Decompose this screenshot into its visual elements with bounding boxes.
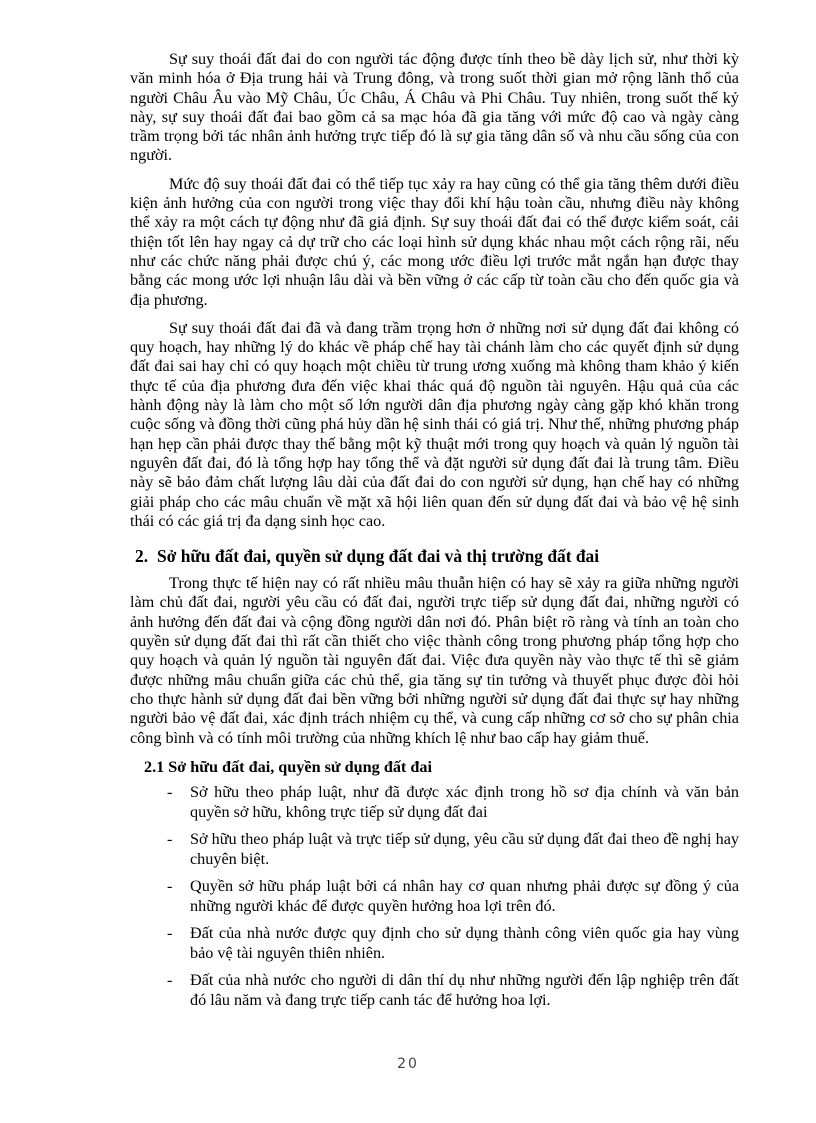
list-item	[130, 782, 739, 822]
bullet-marker: -	[167, 923, 173, 942]
list-item	[130, 829, 739, 869]
list-item-text: Sở hữu theo pháp luật và trực tiếp sử dụng, yêu cầu sử dụng đất đai theo đề nghị hay chuyên biệt.	[190, 829, 739, 868]
bullet-list	[130, 782, 739, 1010]
list-item-text: Đất của nhà nước được quy định cho sử dụng thành công viên quốc gia hay vùng bảo vệ tài nguyên thiên nhiên.	[190, 923, 739, 962]
list-item	[130, 923, 739, 963]
page-number: 20	[397, 1056, 419, 1072]
paragraph: Sự suy thoái đất đai do con người tác động được tính theo bề dày lịch sử, như thời kỳ văn minh hóa ở Địa trung hải và Trung đông, và trong suốt thời gian mở rộng lãnh thổ của người Châu Âu vào Mỹ Châu, Úc Châu, Á Châu và Phi Châu. Tuy nhiên, trong suốt thế kỷ này, sự suy thoái đất đai bao gồm cả sa mạc hóa đã gia tăng với mức độ cao và ngày càng trầm trọng bởi tác nhân ảnh hưởng trực tiếp đó là sự gia tăng dân số và nhu cầu sống của con người.	[130, 50, 739, 165]
subsection-heading: 2.1 Sở hữu đất đai, quyền sử dụng đất đai	[144, 757, 432, 776]
paragraph: Sự suy thoái đất đai đã và đang trầm trọng hơn ở những nơi sử dụng đất đai không có quy hoạch, hay những lý do khác về pháp chế hay tài chánh làm cho các quyết định sử dụng đất đai sai hay chỉ có quy hoạch một chiều từ trung ương xuống mà không tham khảo ý kiến thực tế của địa phương đưa đến việc khai thác quá độ nguồn tài nguyên. Hậu quả của các hành động này là làm cho một số lớn người dân địa phương ngày càng gặp khó khăn trong cuộc sống và đồng thời cũng phá hủy dần hệ sinh thái có giá trị. Như thế, những phương pháp hạn hẹp cần phải được thay thế bằng một kỹ thuật mới trong quy hoạch và quản lý nguồn tài nguyên đất đai, đó là tổng hợp hay tổng thể và đặt người sử dụng đất đai là trung tâm. Điều này sẽ bảo đảm chất lượng lâu dài của đất đai do con người sử dụng, hạn chế hay có những giải pháp cho các mâu chuẩn về mặt xã hội liên quan đến sử dụng đất đai và bảo vệ hệ sinh thái có các giá trị đa dạng sinh học cao.	[130, 318, 739, 530]
page-content	[130, 50, 739, 1017]
list-item-text: Sở hữu theo pháp luật, như đã được xác định trong hồ sơ địa chính và văn bản quyền sở hữu, không trực tiếp sử dụng đất đai	[190, 782, 739, 821]
bullet-marker: -	[167, 876, 173, 895]
bullet-marker: -	[167, 970, 173, 989]
list-item-text: Quyền sở hữu pháp luật bởi cá nhân hay cơ quan nhưng phải được sự đồng ý của những người khác để được quyền hưởng hoa lợi trên đó.	[190, 876, 739, 915]
section-title: Sở hữu đất đai, quyền sử dụng đất đai và thị trường đất đai	[157, 546, 600, 567]
section-paragraph: Trong thực tế hiện nay có rất nhiều mâu thuẫn hiện có hay sẽ xảy ra giữa những người làm chủ đất đai, người yêu cầu có đất đai, người trực tiếp sử dụng đất đai, những người có ảnh hưởng đến đất đai và cộng đồng người dân nơi đó. Phân biệt rõ ràng và tính an toàn cho quyền sử dụng đất đai thì rất cần thiết cho việc thành công trong phương pháp tổng hợp cho quy hoạch và quản lý nguồn tài nguyên đất đai. Việc đưa quyền này vào thực tế thì sẽ giảm được những mâu chuẩn giữa các chủ thể, gia tăng sự tin tưởng và thuyết phục được đòi hỏi cho thực hành sử dụng đất đai bền vững bởi những người sử dụng đất đai thực sự hay những người bảo vệ đất đai, xác định trách nhiệm cụ thể, và cung cấp những cơ sở cho sự phân chia công bình và có tính môi trường của những khích lệ như bao cấp hay giảm thuế.	[130, 574, 739, 747]
bullet-marker: -	[167, 829, 173, 848]
paragraph: Mức độ suy thoái đất đai có thể tiếp tục xảy ra hay cũng có thể gia tăng thêm dưới điều kiện ảnh hưởng của con người trong việc thay đổi khí hậu toàn cầu, nhưng điều này không thể xảy ra một cách tự động như đã giả định. Sự suy thoái đất đai có thể được kiểm soát, cải thiện tốt lên hay ngay cả dự trữ cho các loại hình sử dụng khác nhau một cách rộng rãi, nếu như các chức năng phải được chú ý, các mong ước điều lợi trước mắt ngắn hạn được thay bằng các mong ước lợi nhuận lâu dài và bền vững ở các cấp từ toàn cầu cho đến quốc gia và địa phương.	[130, 174, 739, 309]
section-heading	[135, 545, 739, 567]
list-item-text: Đất của nhà nước cho người di dân thí dụ như những người đến lập nghiệp trên đất đó lâu năm và đang trực tiếp canh tác để hưởng hoa lợi.	[190, 970, 739, 1009]
list-item	[130, 970, 739, 1010]
section-number: 2.	[135, 546, 149, 567]
list-item	[130, 876, 739, 916]
bullet-marker: -	[167, 782, 173, 801]
